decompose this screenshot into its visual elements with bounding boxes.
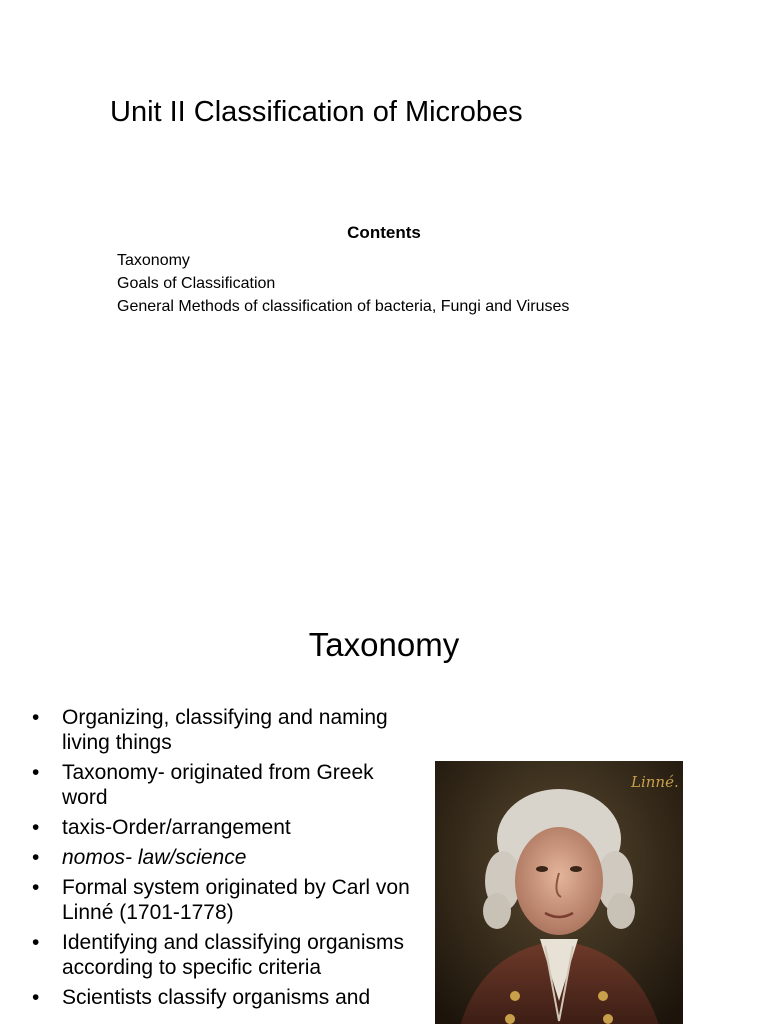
bullet-icon: •: [32, 876, 40, 899]
bullet-icon: •: [32, 816, 40, 839]
bullet-item: • nomos- law/science: [32, 846, 247, 869]
bullet-item: • Taxonomy- originated from Greek word: [32, 761, 374, 809]
list-item: General Methods of classification of bacteria, Fungi and Viruses: [117, 298, 570, 315]
bullet-list: [30, 705, 410, 1015]
bullet-icon: •: [32, 846, 40, 869]
linnaeus-portrait: [435, 761, 683, 1024]
list-item: Taxonomy: [117, 252, 190, 269]
bullet-icon: •: [32, 706, 40, 729]
slide-2: [0, 576, 768, 1024]
bullet-icon: •: [32, 761, 40, 784]
slide-title: Taxonomy: [308, 626, 460, 663]
bullet-item: • Identifying and classifying organisms according to specific criteria: [32, 931, 405, 979]
contents-list: [117, 249, 569, 318]
slide-title: Unit II Classification of Microbes: [110, 96, 523, 128]
bullet-icon: •: [32, 931, 40, 954]
bullet-icon: •: [32, 986, 40, 1009]
bullet-item: • Formal system originated by Carl von Linné (1701-1778): [32, 876, 410, 924]
portrait-signature: Linné.: [631, 773, 679, 791]
contents-heading: Contents: [347, 223, 421, 242]
bullet-item: • taxis-Order/arrangement: [32, 816, 291, 839]
bullet-item: • Organizing, classifying and naming living things: [32, 706, 388, 754]
bullet-item: • Scientists classify organisms and: [32, 986, 371, 1009]
list-item: Goals of Classification: [117, 275, 276, 292]
